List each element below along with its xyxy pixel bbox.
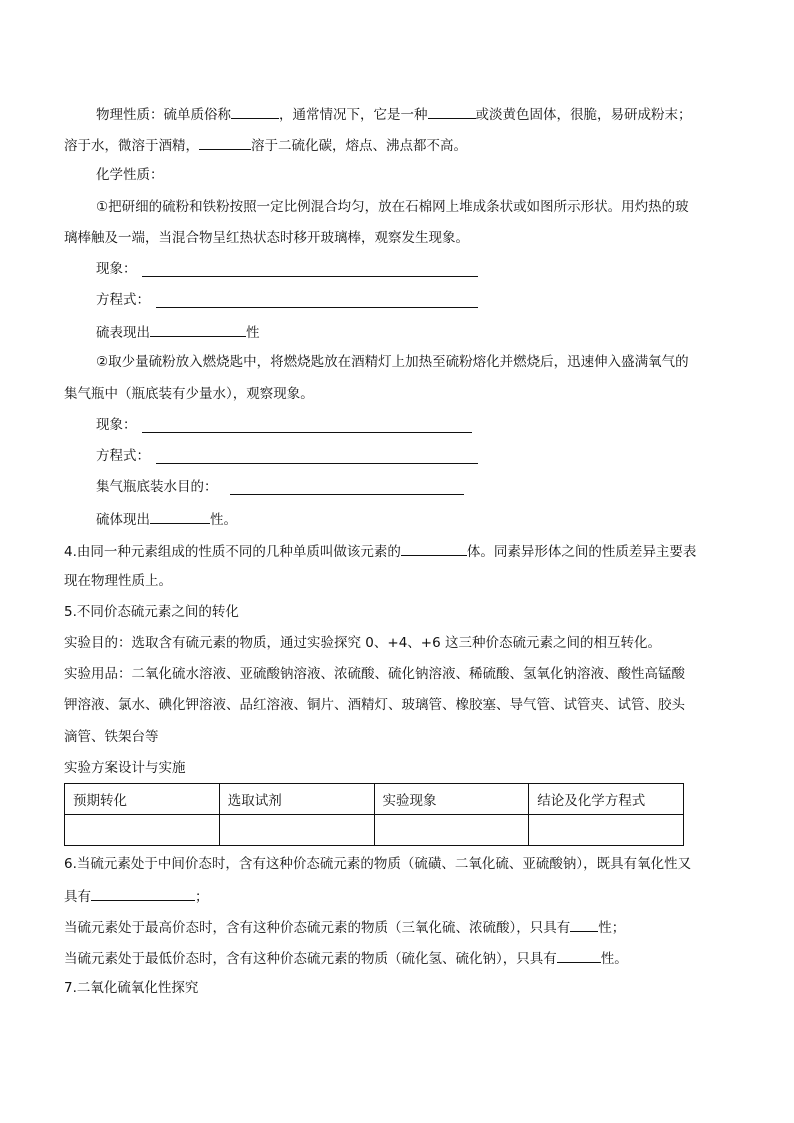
lowest-valence-blank[interactable] xyxy=(557,947,601,963)
phenomenon-1-blank[interactable] xyxy=(142,275,478,277)
table-cell[interactable] xyxy=(219,815,374,846)
section-6-line-1: 6.当硫元素处于中间价态时，含有这种价态硫元素的物质（硫磺、二氧化硫、亚硫酸钠），既具有氧化性又 xyxy=(64,856,692,872)
sulfur-shows-1-suffix: 性 xyxy=(246,325,260,341)
experiment-1-line-2: 璃棒触及一端，当混合物呈红热状态时移开玻璃棒，观察发生现象。 xyxy=(64,230,469,246)
equation-1-label: 方程式： xyxy=(96,292,150,308)
property-1-blank[interactable] xyxy=(150,321,246,337)
physical-line-2 xyxy=(64,134,467,154)
physical-text-d: 溶于水，微溶于酒精， xyxy=(64,138,199,154)
table-header-row xyxy=(65,784,684,815)
table-cell[interactable] xyxy=(374,815,529,846)
table-header-cell: 实验现象 xyxy=(374,784,529,815)
section-6-text-b: ； xyxy=(195,889,209,905)
sulfur-shows-2 xyxy=(96,508,237,528)
section-7-heading: 7.二氧化硫氧化性探究 xyxy=(64,980,199,996)
physical-text-a: 物理性质：硫单质俗称 xyxy=(96,107,231,123)
sulfur-shows-2-suffix: 性。 xyxy=(210,512,237,528)
phenomenon-2-blank[interactable] xyxy=(142,431,472,433)
chemical-heading: 化学性质： xyxy=(96,167,164,183)
supplies-line-1: 实验用品：二氧化硫水溶液、亚硫酸钠溶液、浓硫酸、硫化钠溶液、稀硫酸、氢氧化钠溶液、酸性高锰酸 xyxy=(64,666,685,682)
experiment-purpose: 实验目的：选取含有硫元素的物质，通过实验探究 0、+4、+6 这三种价态硫元素之间的相互转化。 xyxy=(64,635,661,651)
section-4-text-b: 体。同素异形体之间的性质差异主要表 xyxy=(466,544,697,560)
sulfur-shows-1 xyxy=(96,321,260,341)
equation-2-blank[interactable] xyxy=(156,462,478,464)
highest-valence-blank[interactable] xyxy=(570,916,598,932)
phenomenon-2-label: 现象： xyxy=(96,417,137,433)
equation-1-blank[interactable] xyxy=(156,306,478,308)
table-header-cell: 选取试剂 xyxy=(219,784,374,815)
sulfur-shows-1-text: 硫表现出 xyxy=(96,325,150,341)
section-6-text-f: 性。 xyxy=(600,951,628,967)
section-6-text-a: 具有 xyxy=(64,889,91,905)
experiment-2-line-2: 集气瓶中（瓶底装有少量水），观察现象。 xyxy=(64,386,314,402)
table-header-cell: 结论及化学方程式 xyxy=(529,784,684,815)
color-blank[interactable] xyxy=(428,103,476,119)
water-purpose-blank[interactable] xyxy=(230,493,464,495)
experiment-2-line-1: ②取少量硫粉放入燃烧匙中，将燃烧匙放在酒精灯上加热至硫粉熔化并燃烧后，迅速伸入盛满氧气的 xyxy=(96,354,689,370)
section-4-line-2: 现在物理性质上。 xyxy=(64,573,172,589)
section-6-line-2 xyxy=(64,885,209,905)
supplies-line-3: 滴管、铁架台等 xyxy=(64,729,159,745)
physical-line-1 xyxy=(96,103,692,123)
section-6-text-e: 当硫元素处于最低价态时，含有这种价态硫元素的物质（硫化氢、硫化钠），只具有 xyxy=(64,951,557,967)
sulfur-shows-2-text: 硫体现出 xyxy=(96,512,150,528)
property-2-blank[interactable] xyxy=(150,508,210,524)
experiment-plan-table xyxy=(64,783,684,846)
middle-valence-blank[interactable] xyxy=(91,885,195,901)
section-6-text-d: 性； xyxy=(598,920,626,936)
plan-title: 实验方案设计与实施 xyxy=(64,760,186,776)
section-6-text-c: 当硫元素处于最高价态时，含有这种价态硫元素的物质（三氧化硫、浓硫酸），只具有 xyxy=(64,920,571,936)
phenomenon-1-label: 现象： xyxy=(96,261,137,277)
section-4-text-a: 4.由同一种元素组成的性质不同的几种单质叫做该元素的 xyxy=(64,544,401,560)
allotrope-blank[interactable] xyxy=(401,540,467,556)
cs2-solubility-blank[interactable] xyxy=(199,134,251,150)
physical-text-b: ，通常情况下，它是一种 xyxy=(279,107,428,123)
section-6-line-4 xyxy=(64,947,628,967)
section-5-heading: 5.不同价态硫元素之间的转化 xyxy=(64,604,239,620)
water-purpose-label: 集气瓶底装水目的： xyxy=(96,479,218,495)
nickname-blank[interactable] xyxy=(231,103,279,119)
table-row xyxy=(65,815,684,846)
physical-text-c: 或淡黄色固体，很脆，易研成粉末； xyxy=(475,107,692,123)
supplies-line-2: 钾溶液、氯水、碘化钾溶液、品红溶液、铜片、酒精灯、玻璃管、橡胶塞、导气管、试管夹、试管、胶头 xyxy=(64,697,685,713)
equation-2-label: 方程式： xyxy=(96,448,150,464)
physical-text-e: 溶于二硫化碳，熔点、沸点都不高。 xyxy=(251,138,467,154)
table-cell[interactable] xyxy=(65,815,220,846)
experiment-1-line-1: ①把研细的硫粉和铁粉按照一定比例混合均匀，放在石棉网上堆成条状或如图所示形状。用灼热的玻 xyxy=(96,199,689,215)
table-header-cell: 预期转化 xyxy=(65,784,220,815)
section-6-line-3 xyxy=(64,916,625,936)
section-4-line-1 xyxy=(64,540,696,560)
table-cell[interactable] xyxy=(529,815,684,846)
